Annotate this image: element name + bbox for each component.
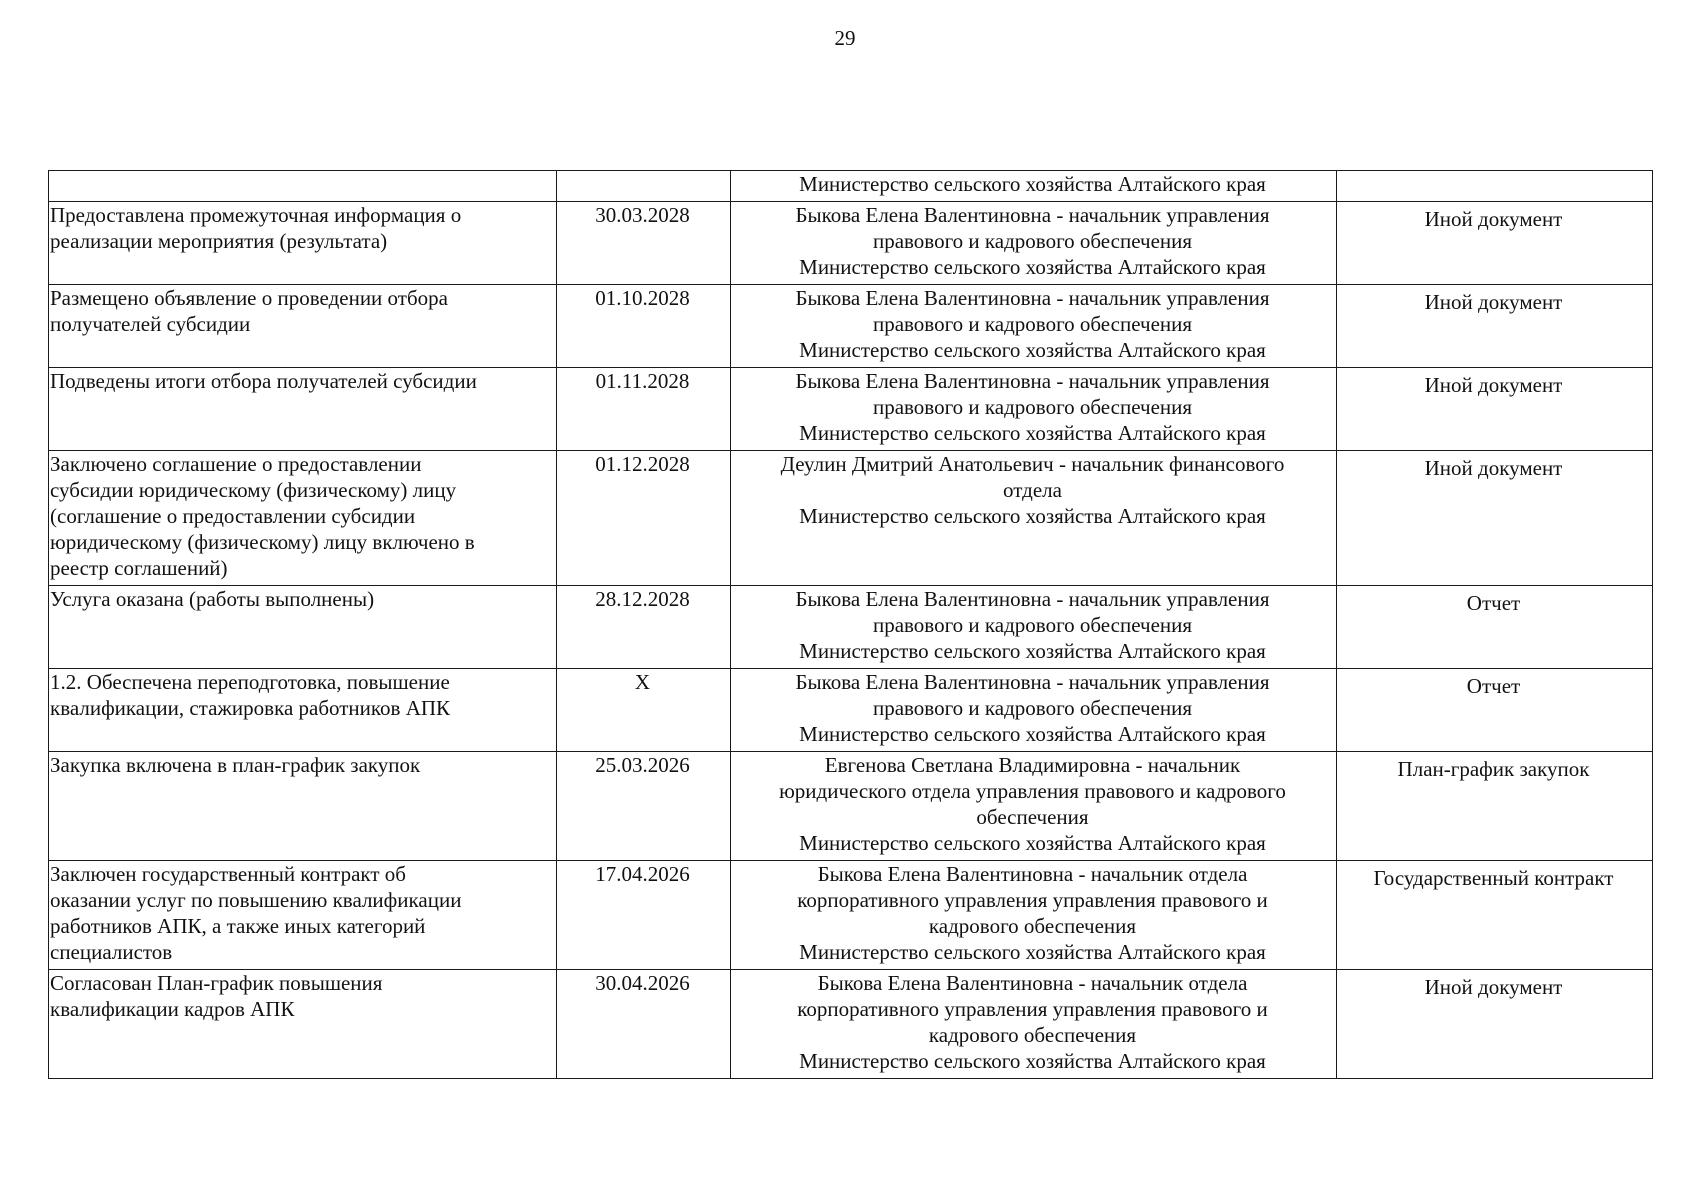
responsible-line: Быкова Елена Валентиновна - начальник отдела (817, 862, 1248, 886)
responsible-line: Министерство сельского хозяйства Алтайского края (799, 1049, 1266, 1073)
event-name-line: Размещено объявление о проведении отбора (50, 286, 448, 310)
event-name-cell (49, 285, 557, 368)
event-name-line: Заключен государственный контракт об (50, 862, 406, 886)
responsible-line: Министерство сельского хозяйства Алтайского края (799, 504, 1266, 528)
responsible-line: юридического отдела управления правового и кадрового (779, 779, 1286, 803)
responsible-line: обеспечения (976, 805, 1089, 829)
event-name-line: 1.2. Обеспечена переподготовка, повышение (50, 670, 450, 694)
event-name-line: Заключено соглашение о предоставлении (50, 452, 422, 476)
event-name-cell (49, 752, 557, 861)
responsible-cell (731, 368, 1337, 451)
responsible-line: Министерство сельского хозяйства Алтайского края (799, 722, 1266, 746)
event-name-line: реестр соглашений) (50, 556, 228, 580)
event-name-line: юридическому (физическому) лицу включено в (50, 530, 475, 554)
date-cell: 01.10.2028 (557, 285, 731, 368)
responsible-line: Министерство сельского хозяйства Алтайского края (799, 421, 1266, 445)
event-name-line: Подведены итоги отбора получателей субсидии (50, 369, 477, 393)
responsible-cell (731, 171, 1337, 202)
table-row (49, 202, 1653, 285)
event-name-line: квалификации, стажировка работников АПК (50, 696, 451, 720)
responsible-cell (731, 586, 1337, 669)
table-row (49, 586, 1653, 669)
document-type-cell: Отчет (1337, 586, 1653, 669)
event-name-line: оказании услуг по повышению квалификации (50, 888, 462, 912)
responsible-line: правового и кадрового обеспечения (872, 395, 1193, 419)
document-type-cell: Иной документ (1337, 368, 1653, 451)
table-row (49, 752, 1653, 861)
responsible-cell (731, 752, 1337, 861)
responsible-line: Быкова Елена Валентиновна - начальник управления (795, 670, 1270, 694)
responsible-line: корпоративного управления управления правового и (797, 997, 1268, 1021)
responsible-line: корпоративного управления управления правового и (797, 888, 1268, 912)
event-name-line: Предоставлена промежуточная информация о (50, 203, 462, 227)
event-name-line: Согласован План-график повышения (50, 971, 383, 995)
document-type-cell: Отчет (1337, 669, 1653, 752)
event-name-cell (49, 586, 557, 669)
event-name-line: субсидии юридическому (физическому) лицу (50, 478, 457, 502)
responsible-line: Министерство сельского хозяйства Алтайского края (799, 172, 1266, 196)
event-name-cell (49, 970, 557, 1079)
table-row (49, 285, 1653, 368)
event-name-cell (49, 669, 557, 752)
date-cell: X (557, 669, 731, 752)
responsible-line: правового и кадрового обеспечения (872, 312, 1193, 336)
table-row (49, 861, 1653, 970)
responsible-line: правового и кадрового обеспечения (872, 696, 1193, 720)
event-name-line: Закупка включена в план-график закупок (50, 753, 421, 777)
responsible-cell (731, 285, 1337, 368)
date-cell: 01.12.2028 (557, 451, 731, 586)
responsible-cell (731, 202, 1337, 285)
responsible-line: Быкова Елена Валентиновна - начальник отдела (817, 971, 1248, 995)
page-number: 29 (834, 26, 856, 50)
event-name-cell (49, 861, 557, 970)
responsible-line: кадрового обеспечения (928, 1023, 1137, 1047)
responsible-line: Быкова Елена Валентиновна - начальник управления (795, 203, 1270, 227)
date-cell: 17.04.2026 (557, 861, 731, 970)
responsible-line: правового и кадрового обеспечения (872, 613, 1193, 637)
event-name-line: работников АПК, а также иных категорий (50, 914, 426, 938)
responsible-line: Быкова Елена Валентиновна - начальник управления (795, 369, 1270, 393)
table-row (49, 171, 1653, 202)
event-name-line: Услуга оказана (работы выполнены) (50, 587, 375, 611)
responsible-line: Быкова Елена Валентиновна - начальник управления (795, 587, 1270, 611)
date-cell: 25.03.2026 (557, 752, 731, 861)
event-name-cell (49, 202, 557, 285)
event-name-line: квалификации кадров АПК (50, 997, 295, 1021)
event-name-cell (49, 368, 557, 451)
document-type-cell: Иной документ (1337, 202, 1653, 285)
date-cell: 30.04.2026 (557, 970, 731, 1079)
responsible-line: Министерство сельского хозяйства Алтайского края (799, 255, 1266, 279)
event-name-cell (49, 451, 557, 586)
responsible-cell (731, 970, 1337, 1079)
document-type-cell (1337, 171, 1653, 202)
document-type-cell: Иной документ (1337, 970, 1653, 1079)
table-row (49, 451, 1653, 586)
date-cell: 30.03.2028 (557, 202, 731, 285)
table-row (49, 368, 1653, 451)
table-row (49, 669, 1653, 752)
responsible-line: Министерство сельского хозяйства Алтайского края (799, 831, 1266, 855)
responsible-line: Деулин Дмитрий Анатольевич - начальник финансового (780, 452, 1285, 476)
responsible-cell (731, 451, 1337, 586)
responsible-line: Министерство сельского хозяйства Алтайского края (799, 639, 1266, 663)
table-row (49, 970, 1653, 1079)
event-name-line: получателей субсидии (50, 312, 251, 336)
responsible-line: правового и кадрового обеспечения (872, 229, 1193, 253)
event-name-line: реализации мероприятия (результата) (50, 229, 388, 253)
measures-table (48, 170, 1653, 1079)
event-name-line: (соглашение о предоставлении субсидии (50, 504, 416, 528)
date-cell: 28.12.2028 (557, 586, 731, 669)
responsible-cell (731, 861, 1337, 970)
document-type-cell: Государственный контракт (1337, 861, 1653, 970)
responsible-line: Министерство сельского хозяйства Алтайского края (799, 940, 1266, 964)
responsible-line: Министерство сельского хозяйства Алтайского края (799, 338, 1266, 362)
responsible-line: Евгенова Светлана Владимировна - начальник (824, 753, 1241, 777)
document-type-cell: План-график закупок (1337, 752, 1653, 861)
date-cell: 01.11.2028 (557, 368, 731, 451)
event-name-line: специалистов (50, 940, 173, 964)
document-type-cell: Иной документ (1337, 285, 1653, 368)
document-type-cell: Иной документ (1337, 451, 1653, 586)
date-cell (557, 171, 731, 202)
event-name-cell (49, 171, 557, 202)
responsible-line: кадрового обеспечения (928, 914, 1137, 938)
responsible-cell (731, 669, 1337, 752)
responsible-line: отдела (1003, 478, 1062, 502)
responsible-line: Быкова Елена Валентиновна - начальник управления (795, 286, 1270, 310)
